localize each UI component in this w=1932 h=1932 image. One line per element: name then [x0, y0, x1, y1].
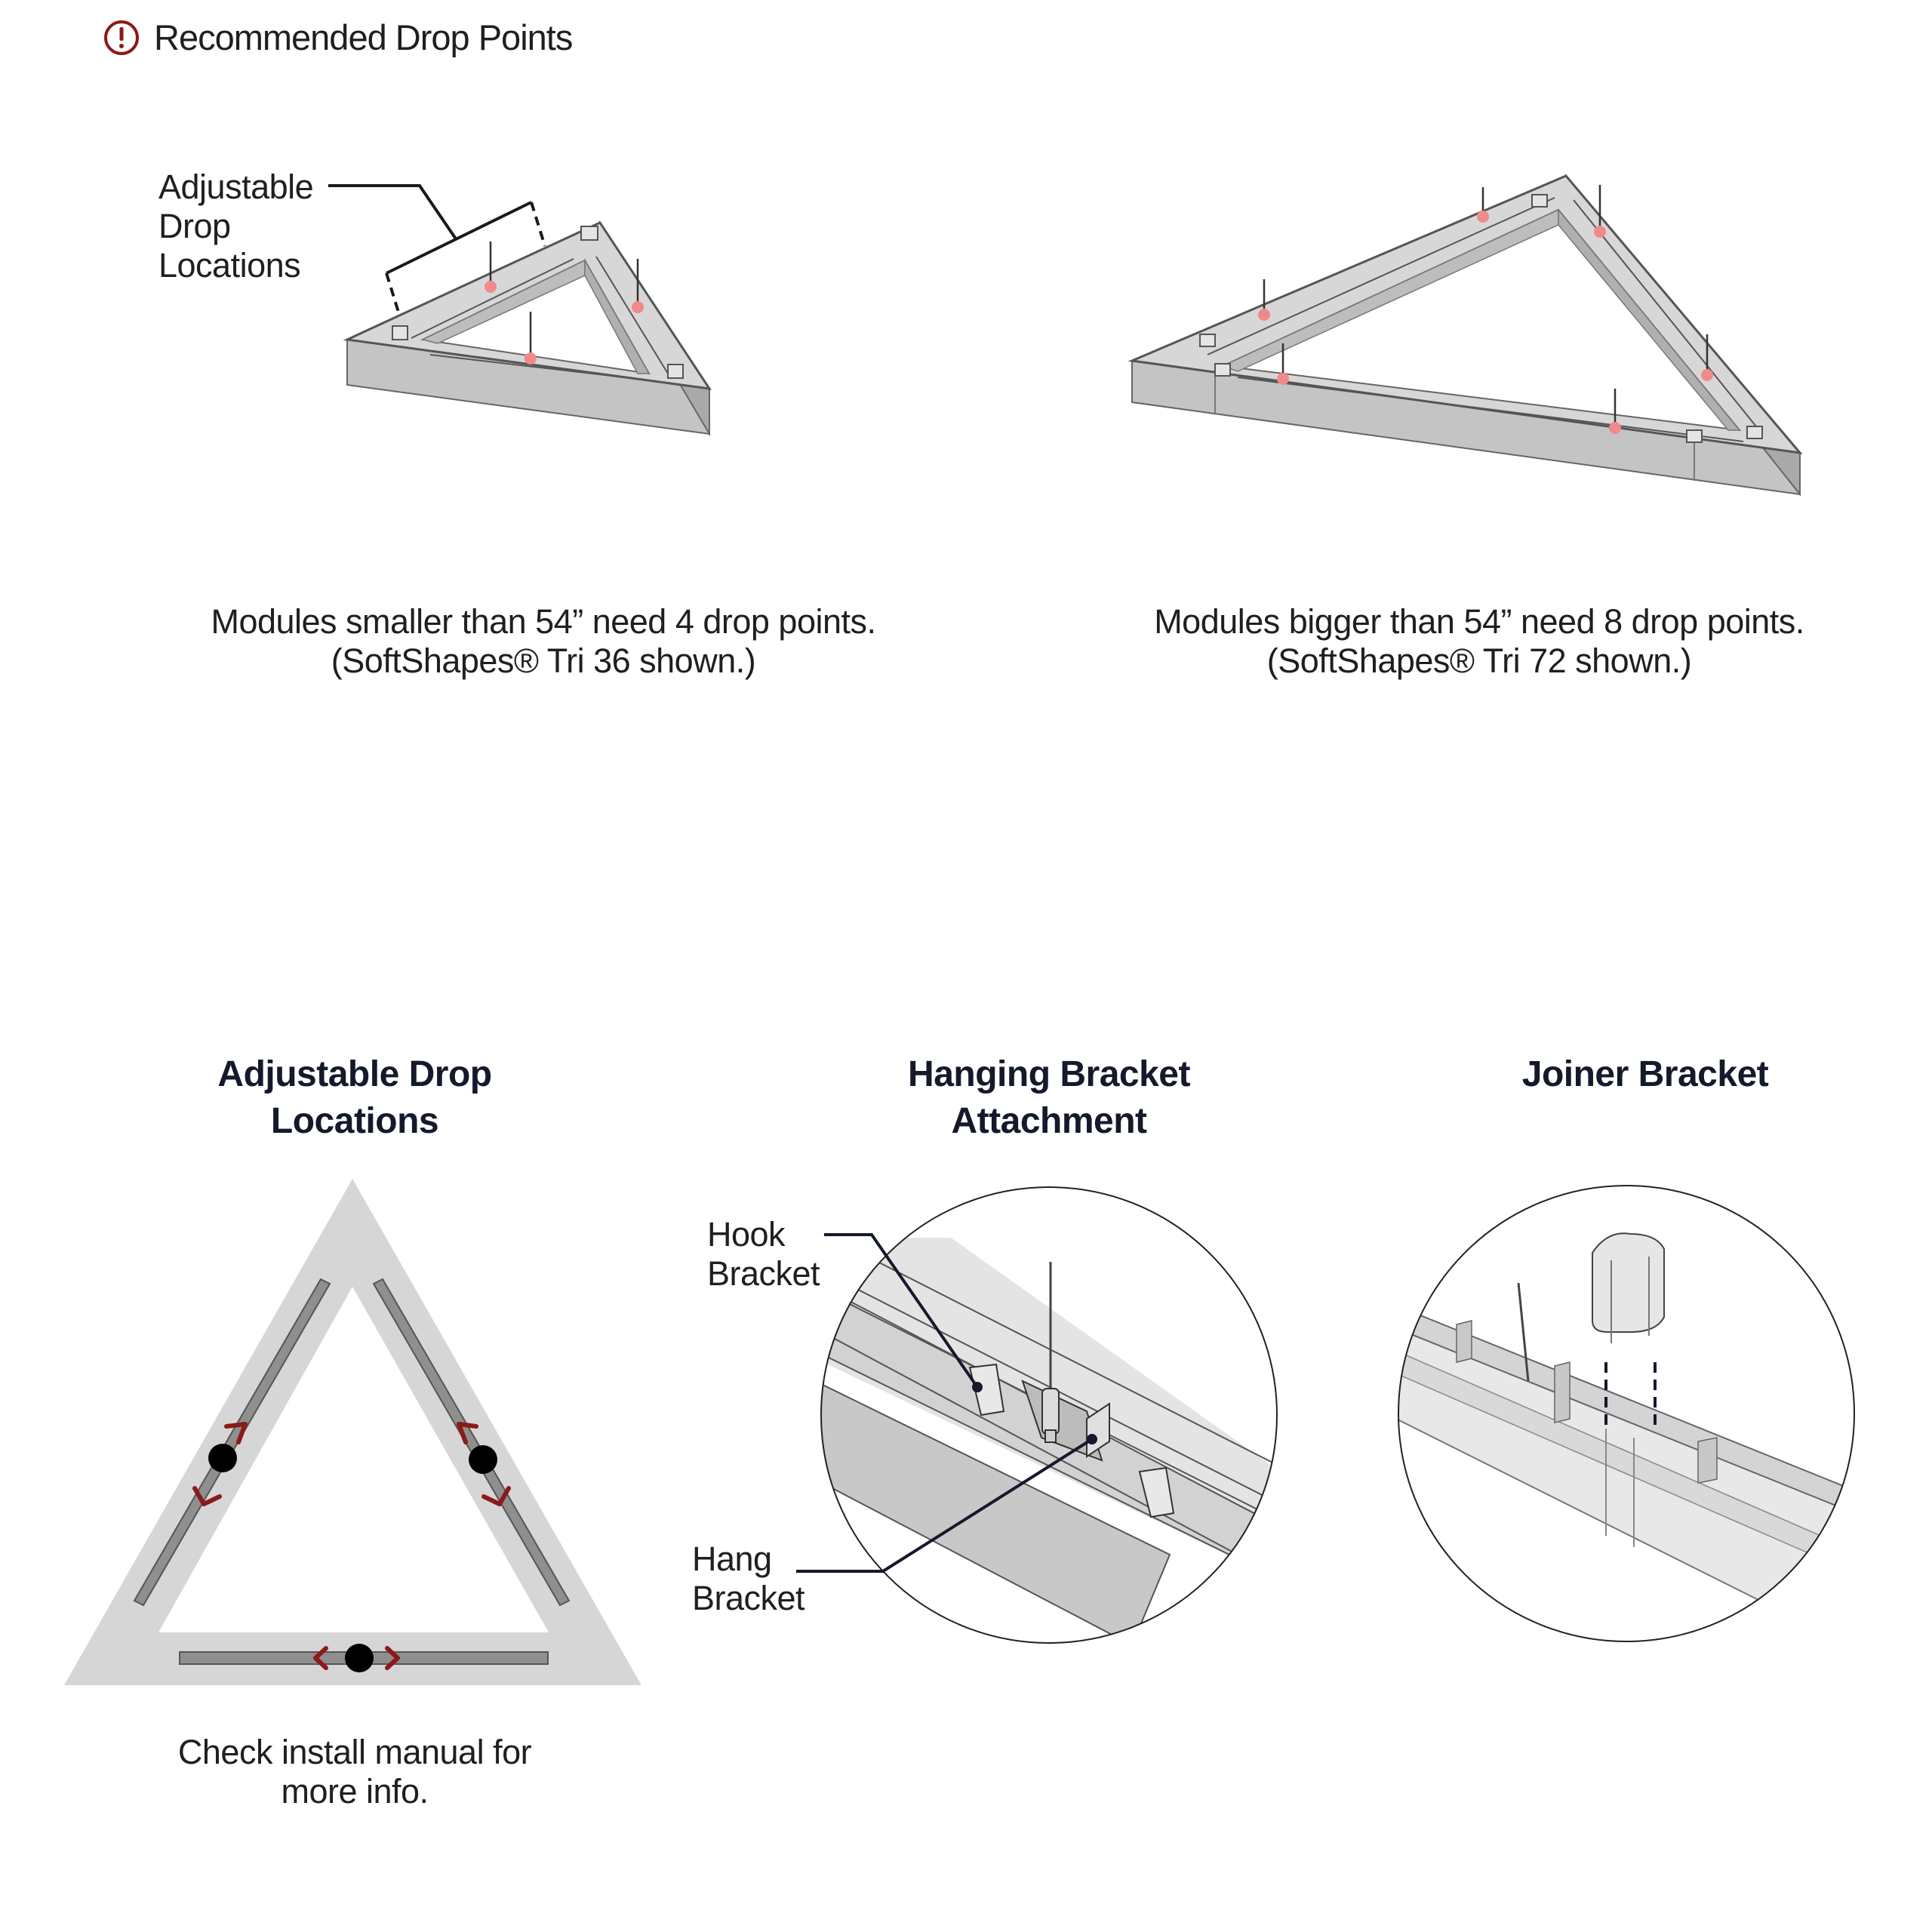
adjustable-title-line-1: Adjustable Drop	[217, 1054, 492, 1094]
hook-label-line-1: Hook	[707, 1215, 786, 1254]
tri-72-caption-line-1: Modules bigger than 54” need 8 drop points.	[1154, 602, 1804, 641]
callout-line-1: Adjustable	[158, 168, 314, 206]
tri-36-caption-line-1: Modules smaller than 54” need 4 drop points.	[211, 602, 876, 641]
tri-72-caption-line-2: (SoftShapes® Tri 72 shown.)	[1266, 641, 1692, 680]
page-title: Recommended Drop Points	[154, 17, 573, 57]
install-note-line-2: more info.	[281, 1772, 429, 1810]
install-note-line-1: Check install manual for	[177, 1733, 532, 1771]
hanging-title-line-1: Hanging Bracket	[908, 1054, 1190, 1094]
adjustable-title-line-2: Locations	[270, 1101, 439, 1141]
hang-label-line-2: Bracket	[692, 1579, 805, 1617]
hanging-title-line-2: Attachment	[951, 1101, 1147, 1141]
callout-line-2: Drop	[158, 207, 231, 245]
joiner-title-line-1: Joiner Bracket	[1521, 1054, 1769, 1094]
tri-36-caption-line-2: (SoftShapes® Tri 36 shown.)	[331, 641, 756, 680]
hook-label-line-2: Bracket	[707, 1254, 820, 1293]
hang-label-line-1: Hang	[692, 1540, 772, 1578]
callout-line-3: Locations	[158, 246, 301, 285]
